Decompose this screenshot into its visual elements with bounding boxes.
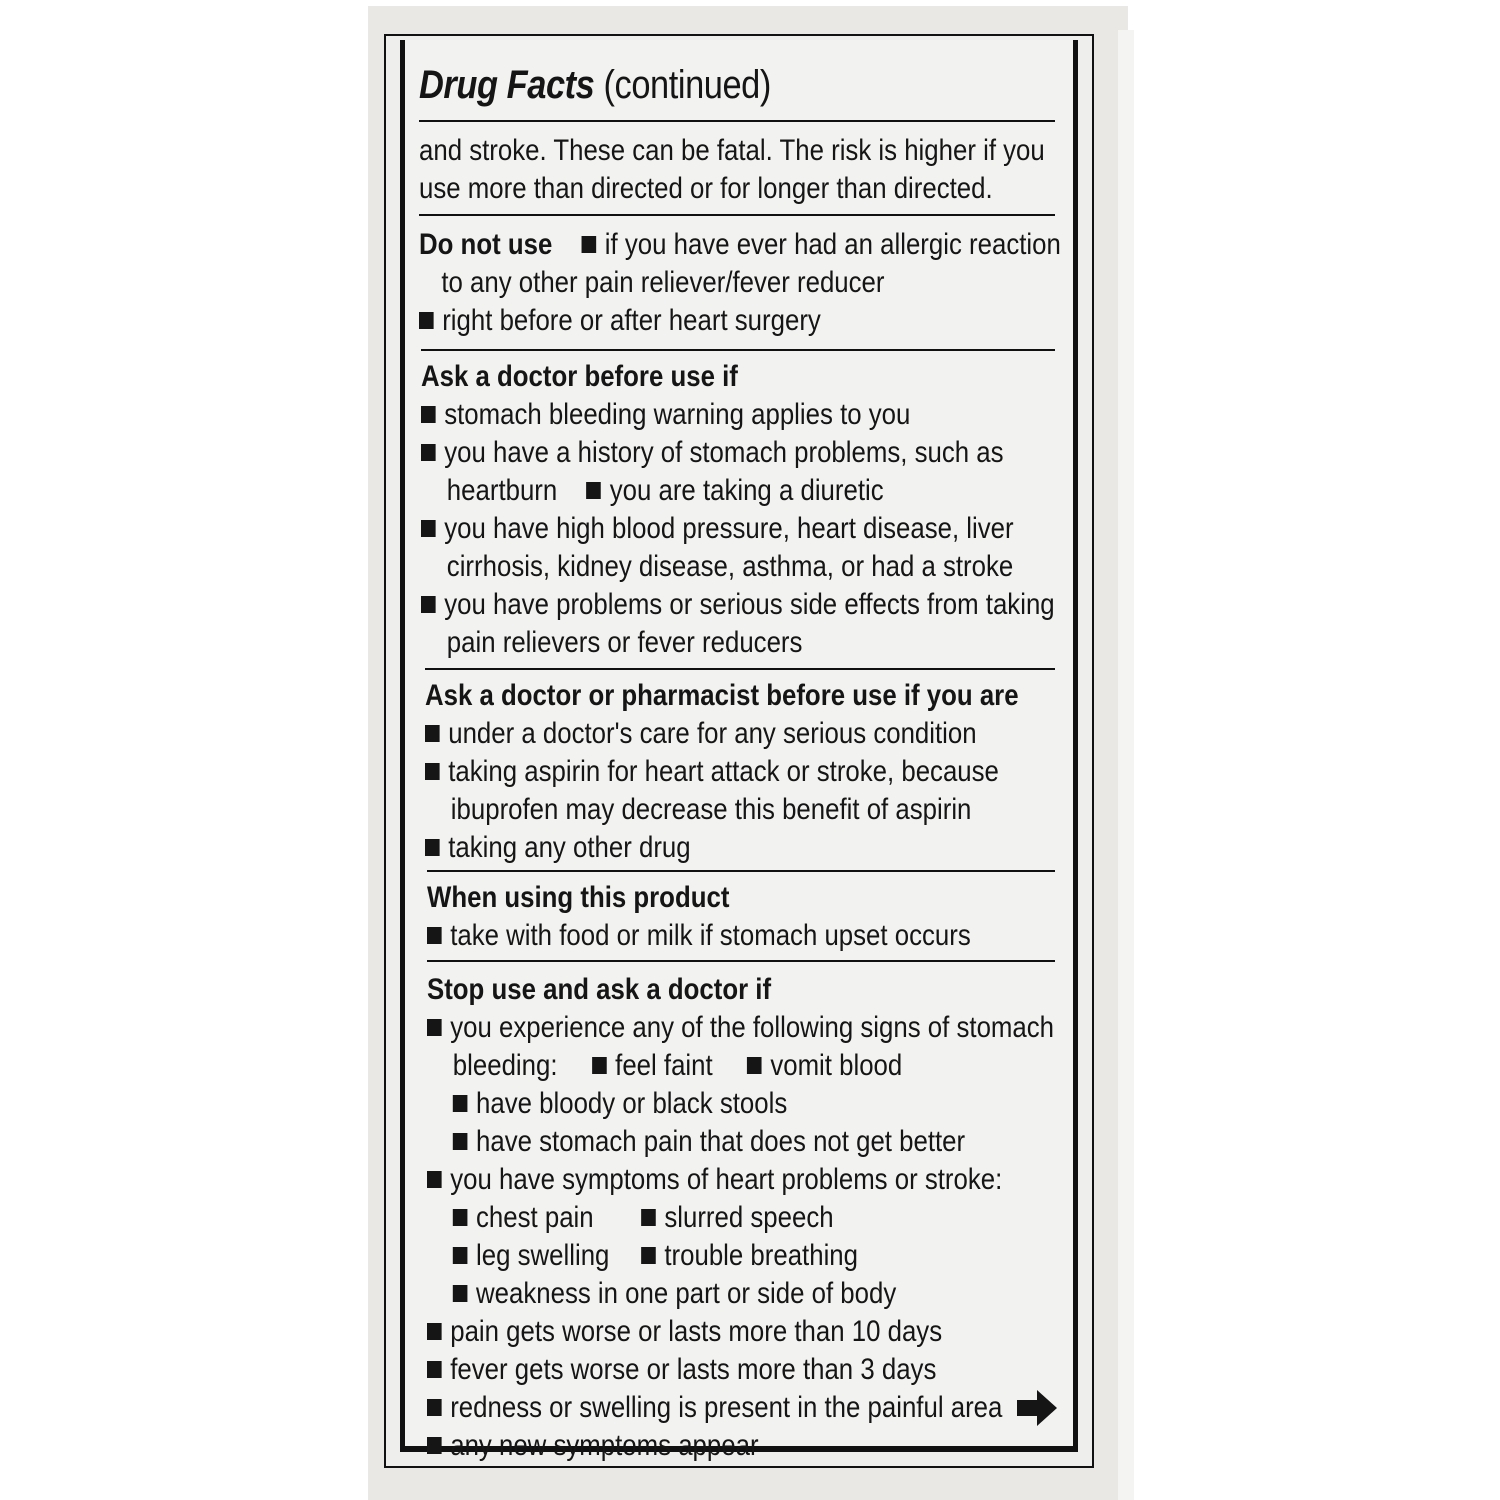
list-item bbox=[421, 472, 1075, 510]
do-not-use-heading: Do not use bbox=[419, 228, 553, 261]
ask-doctor-section bbox=[421, 358, 1075, 662]
list-item bbox=[427, 917, 1081, 955]
list-item bbox=[421, 434, 1075, 472]
bullet-icon bbox=[421, 444, 436, 461]
drug-facts-inner-border bbox=[400, 40, 1078, 1462]
bullet-icon bbox=[641, 1247, 656, 1264]
item-text: fever gets worse or lasts more than 3 days bbox=[450, 1353, 937, 1386]
carton-edge bbox=[1118, 30, 1134, 1500]
item-text: leg swelling bbox=[476, 1239, 610, 1272]
list-item bbox=[427, 1199, 1081, 1237]
item-text: ibuprofen may decrease this benefit of aspirin bbox=[450, 793, 972, 826]
intro-line: use more than directed or for longer than directed. bbox=[419, 172, 993, 205]
list-item bbox=[427, 1313, 1081, 1351]
bullet-icon bbox=[453, 1285, 468, 1302]
list-item bbox=[421, 510, 1075, 548]
item-text: under a doctor's care for any serious condition bbox=[448, 717, 977, 750]
list-item bbox=[427, 1237, 1081, 1275]
item-text: stomach bleeding warning applies to you bbox=[444, 398, 911, 431]
list-item bbox=[421, 396, 1075, 434]
drug-facts-panel bbox=[384, 34, 1094, 1468]
divider bbox=[421, 349, 1055, 351]
item-text: vomit blood bbox=[770, 1049, 903, 1082]
list-item bbox=[427, 1123, 1081, 1161]
item-text: pain relievers or fever reducers bbox=[446, 626, 803, 659]
bullet-icon bbox=[427, 1437, 442, 1454]
divider bbox=[427, 870, 1055, 872]
list-item bbox=[427, 1275, 1081, 1313]
item-text: pain gets worse or lasts more than 10 days bbox=[450, 1315, 943, 1348]
bullet-icon bbox=[421, 520, 436, 537]
item-text: right before or after heart surgery bbox=[442, 304, 821, 337]
when-using-section bbox=[427, 879, 1081, 955]
list-item bbox=[425, 715, 1079, 753]
list-item bbox=[427, 1161, 1081, 1199]
bullet-icon bbox=[427, 1171, 442, 1188]
item-text: if you have ever had an allergic reaction bbox=[604, 228, 1061, 261]
item-text: you have a history of stomach problems, such as bbox=[444, 436, 1004, 469]
list-item bbox=[427, 1427, 1081, 1465]
item-text: take with food or milk if stomach upset occurs bbox=[450, 919, 971, 952]
list-item bbox=[427, 1351, 1081, 1389]
item-text: to any other pain reliever/fever reducer bbox=[441, 266, 885, 299]
ask-pharmacist-heading: Ask a doctor or pharmacist before use if you are bbox=[425, 679, 1019, 712]
item-text: chest pain bbox=[476, 1201, 594, 1234]
item-text: heartburn bbox=[446, 474, 558, 507]
list-item bbox=[427, 1009, 1081, 1047]
list-item bbox=[427, 1389, 1081, 1427]
intro-line: and stroke. These can be fatal. The risk is higher if you bbox=[419, 134, 1045, 167]
bullet-icon bbox=[419, 312, 434, 329]
item-text: you experience any of the following signs of stomach bbox=[450, 1011, 1055, 1044]
ask-doctor-heading: Ask a doctor before use if bbox=[421, 360, 738, 393]
item-text: cirrhosis, kidney disease, asthma, or had a stroke bbox=[446, 550, 1014, 583]
bullet-icon bbox=[592, 1057, 607, 1074]
item-text: redness or swelling is present in the painful area bbox=[450, 1391, 1003, 1424]
bullet-icon bbox=[427, 1399, 442, 1416]
list-item bbox=[425, 829, 1079, 867]
divider bbox=[425, 668, 1055, 670]
right-arrow-icon bbox=[1015, 1388, 1059, 1428]
title-bold: Drug Facts bbox=[419, 63, 595, 107]
list-item bbox=[425, 753, 1079, 791]
item-text: weakness in one part or side of body bbox=[476, 1277, 897, 1310]
bullet-icon bbox=[453, 1209, 468, 1226]
bullet-icon bbox=[747, 1057, 762, 1074]
list-item bbox=[419, 226, 1073, 264]
intro-text bbox=[419, 132, 1073, 208]
bullet-icon bbox=[425, 839, 440, 856]
bullet-icon bbox=[427, 1019, 442, 1036]
drug-facts-title bbox=[419, 60, 771, 110]
when-using-heading: When using this product bbox=[427, 881, 730, 914]
stop-use-heading: Stop use and ask a doctor if bbox=[427, 973, 772, 1006]
bullet-icon bbox=[453, 1247, 468, 1264]
do-not-use-section bbox=[419, 226, 1073, 340]
item-text: you have high blood pressure, heart disease, liver bbox=[444, 512, 1014, 545]
item-text: have bloody or black stools bbox=[476, 1087, 788, 1120]
divider bbox=[427, 960, 1055, 962]
bullet-icon bbox=[453, 1095, 468, 1112]
divider bbox=[419, 214, 1055, 216]
item-text: slurred speech bbox=[664, 1201, 834, 1234]
item-text: trouble breathing bbox=[664, 1239, 859, 1272]
item-text: taking any other drug bbox=[448, 831, 691, 864]
ask-pharmacist-section bbox=[425, 677, 1079, 867]
list-item bbox=[427, 1047, 1081, 1085]
title-continued: (continued) bbox=[603, 63, 771, 107]
bullet-icon bbox=[641, 1209, 656, 1226]
bullet-icon bbox=[425, 725, 440, 742]
bullet-icon bbox=[421, 596, 436, 613]
bullet-icon bbox=[582, 236, 597, 253]
item-text: you are taking a diuretic bbox=[609, 474, 884, 507]
item-text: you have problems or serious side effects from taking bbox=[444, 588, 1055, 621]
item-text: taking aspirin for heart attack or stroke, because bbox=[448, 755, 999, 788]
bullet-icon bbox=[427, 927, 442, 944]
bullet-icon bbox=[421, 406, 436, 423]
divider bbox=[419, 120, 1055, 122]
list-item bbox=[419, 302, 1073, 340]
item-text: feel faint bbox=[615, 1049, 713, 1082]
bullet-icon bbox=[425, 763, 440, 780]
bullet-icon bbox=[586, 482, 601, 499]
item-text: you have symptoms of heart problems or stroke: bbox=[450, 1163, 1003, 1196]
bullet-icon bbox=[427, 1361, 442, 1378]
list-item bbox=[421, 586, 1075, 624]
item-text: bleeding: bbox=[452, 1049, 558, 1082]
list-item bbox=[427, 1085, 1081, 1123]
bullet-icon bbox=[427, 1323, 442, 1340]
item-text: any new symptoms appear bbox=[450, 1429, 759, 1462]
stop-use-section bbox=[427, 971, 1081, 1465]
bullet-icon bbox=[453, 1133, 468, 1150]
item-text: have stomach pain that does not get better bbox=[476, 1125, 966, 1158]
